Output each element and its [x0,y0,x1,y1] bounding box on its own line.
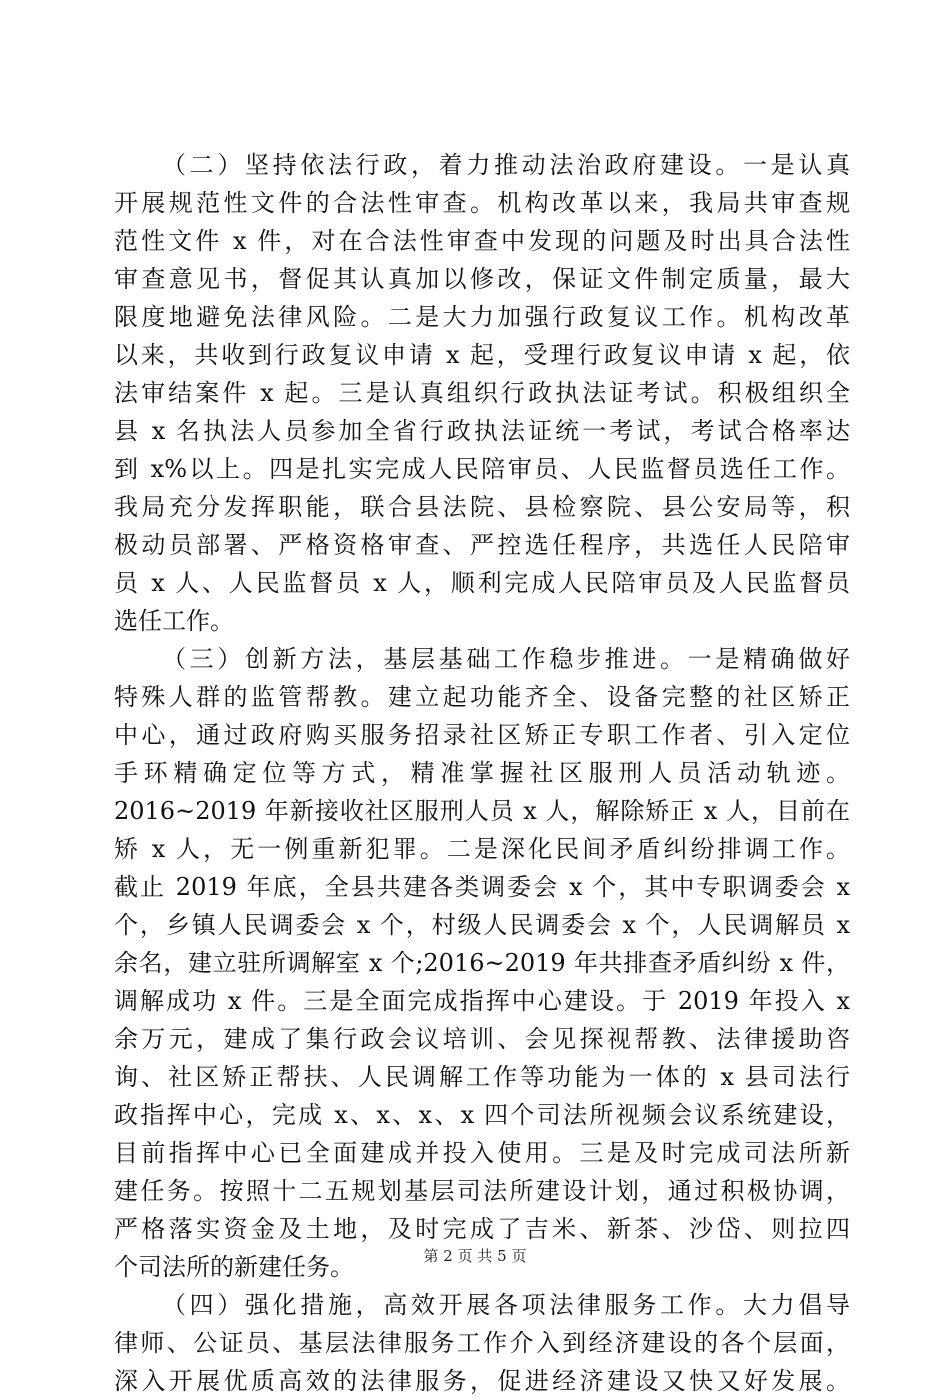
paragraph-2-line-1: （二）坚持依法行政，着力推动法治政府建设。一是认真 [162,151,850,179]
paragraph-3-line-2: 特殊人群的监管帮教。建立起功能齐全、设备完整的社区矫正 [114,683,850,711]
paragraph-4-line-2: 律师、公证员、基层法律服务工作介入到经济建设的各个层面， [114,1329,850,1357]
paragraph-4-line-3: 深入开展优质高效的法律服务，促进经济建设又快又好发展。 [114,1367,850,1395]
paragraph-3-line-5: 2016~2019 年新接收社区服刑人员 x 人，解除矫正 x 人，目前在 [114,797,850,825]
paragraph-3-line-8: 个，乡镇人民调委会 x 个，村级人民调委会 x 个，人民调解员 x [114,911,850,939]
page-number-footer: 第 2 页 共 5 页 [423,1247,527,1265]
paragraph-2-line-8: 县 x 名执法人员参加全省行政执法证统一考试，考试合格率达 [114,417,850,445]
paragraph-3-line-15: 建任务。按照十二五规划基层司法所建设计划，通过积极协调， [114,1177,850,1205]
paragraph-2-line-7: 法审结案件 x 起。三是认真组织行政执法证考试。积极组织全 [114,379,850,407]
paragraph-3-line-7: 截止 2019 年底，全县共建各类调委会 x 个，其中专职调委会 x [114,873,850,901]
paragraph-2-line-2: 开展规范性文件的合法性审查。机构改革以来，我局共审查规 [114,189,850,217]
paragraph-3-line-16: 严格落实资金及土地，及时完成了吉米、新茶、沙岱、则拉四 [114,1215,850,1243]
document-body [114,146,850,1400]
paragraph-2-line-11: 极动员部署、严格资格审查、严控选任程序，共选任人民陪审 [114,531,850,559]
paragraph-4-line-1: （四）强化措施，高效开展各项法律服务工作。大力倡导 [162,1291,850,1319]
paragraph-2-line-4: 审查意见书，督促其认真加以修改，保证文件制定质量，最大 [114,265,850,293]
paragraph-3-line-17: 个司法所的新建任务。 [114,1253,354,1281]
paragraph-2-line-5: 限度地避免法律风险。二是大力加强行政复议工作。机构改革 [114,303,850,331]
paragraph-3-line-11: 余万元，建成了集行政会议培训、会见探视帮教、法律援助咨 [114,1025,850,1053]
paragraph-3-line-1: （三）创新方法，基层基础工作稳步推进。一是精确做好 [162,645,850,673]
paragraph-3-line-14: 目前指挥中心已全面建成并投入使用。三是及时完成司法所新 [114,1139,850,1167]
paragraph-3-line-3: 中心，通过政府购买服务招录社区矫正专职工作者、引入定位 [114,721,850,749]
paragraph-2-line-10: 我局充分发挥职能，联合县法院、县检察院、县公安局等，积 [114,493,850,521]
paragraph-2-line-6: 以来，共收到行政复议申请 x 起，受理行政复议申请 x 起，依 [114,341,850,369]
paragraph-3-line-12: 询、社区矫正帮扶、人民调解工作等功能为一体的 x 县司法行 [114,1063,850,1091]
paragraph-2-line-9: 到 x%以上。四是扎实完成人民陪审员、人民监督员选任工作。 [114,455,850,483]
paragraph-2-line-3: 范性文件 x 件，对在合法性审查中发现的问题及时出具合法性 [114,227,850,255]
paragraph-3-line-10: 调解成功 x 件。三是全面完成指挥中心建设。于 2019 年投入 x [114,987,850,1015]
paragraph-3-line-9: 余名，建立驻所调解室 x 个;2016~2019 年共排查矛盾纠纷 x 件， [114,949,850,977]
paragraph-2-line-12: 员 x 人、人民监督员 x 人，顺利完成人民陪审员及人民监督员 [114,569,850,597]
paragraph-2-line-13: 选任工作。 [114,607,234,635]
paragraph-3-line-6: 矫 x 人，无一例重新犯罪。二是深化民间矛盾纠纷排调工作。 [114,835,850,863]
paragraph-3-line-4: 手环精确定位等方式，精准掌握社区服刑人员活动轨迹。 [114,759,850,787]
paragraph-3-line-13: 政指挥中心，完成 x、x、x、x 四个司法所视频会议系统建设， [114,1101,850,1129]
